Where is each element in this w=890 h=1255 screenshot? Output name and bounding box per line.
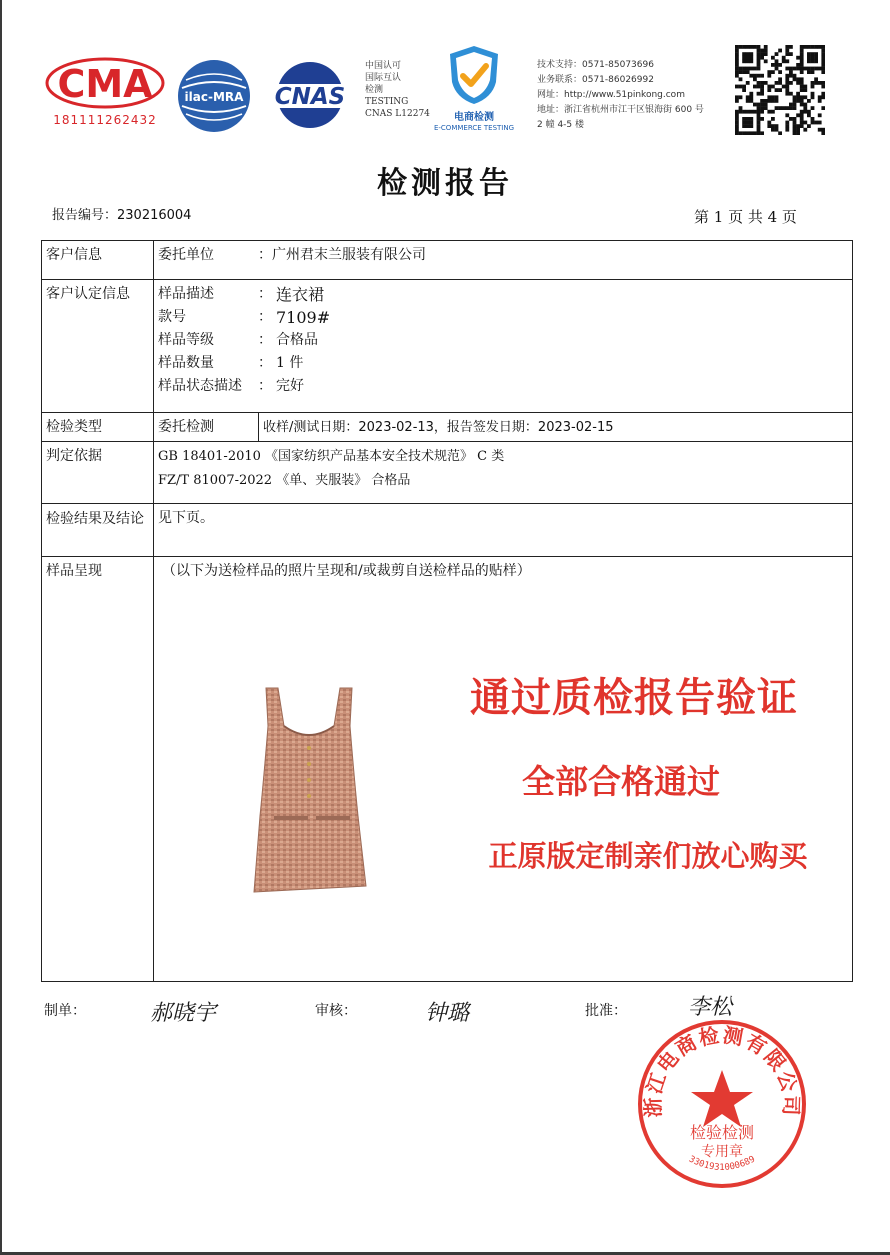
sample-field-key: 样品描述 [158, 286, 214, 302]
contact-line: 网址：http://www.51pinkong.com [537, 90, 685, 100]
accreditation-line: CNAS L12274 [365, 109, 430, 119]
ecommerce-cn-label: 电商检测 [454, 112, 494, 123]
client-key: 委托单位 [158, 247, 214, 263]
maker-signature: 郝晓宇 [150, 1001, 217, 1026]
table-row [42, 413, 853, 442]
customer-info-label: 客户信息 [42, 241, 154, 280]
qr-code [735, 45, 825, 135]
customer-confirm-label: 客户认定信息 [42, 280, 154, 413]
promo-headline: 通过质检报告验证 [470, 675, 798, 721]
table-row [42, 241, 853, 280]
sample-field-value: 1 件 [276, 355, 304, 371]
cma-logo-text: CMA [57, 62, 153, 106]
contact-line: 地址：浙江省杭州市江干区银海街 600 号 [537, 105, 704, 115]
stamp-inner-line2: 专用章 [701, 1144, 743, 1160]
page-info: 第 1 页 共 4 页 [694, 208, 797, 226]
dress-photo [244, 686, 374, 896]
sample-field-key: 样品等级 [158, 332, 214, 348]
approve-label: 批准： [585, 1003, 627, 1019]
sample-field-colon: ： [258, 286, 272, 302]
contact-line: 技术支持：0571-85073696 [537, 60, 654, 70]
sample-field-key: 样品数量 [158, 355, 214, 371]
ecommerce-en-label: E-COMMERCE TESTING [433, 124, 515, 132]
test-dates: 收样/测试日期：2023-02-13，报告签发日期：2023-02-15 [259, 413, 853, 442]
table-row [42, 442, 853, 504]
basis-standard: FZ/T 81007-2022 《单、夹服装》 合格品 [158, 473, 411, 488]
accreditation-text [365, 60, 435, 120]
sample-field-colon: ： [258, 355, 272, 371]
stamp-number: 3301931000689 [687, 1154, 757, 1173]
promo-tagline: 正原版定制亲们放心购买 [488, 839, 808, 873]
sample-field-value: 连衣裙 [276, 285, 325, 304]
sample-field-colon: ： [258, 378, 272, 394]
contact-line: 业务联系：0571-86026992 [537, 75, 654, 85]
sample-field-colon: ： [258, 332, 272, 348]
judgment-basis-value [154, 442, 853, 504]
client-value: ：广州君末兰服装有限公司 [258, 247, 426, 263]
ilac-logo-text: ilac-MRA [184, 90, 244, 104]
sample-fields [154, 280, 853, 413]
sample-field-value: 合格品 [276, 332, 318, 348]
cnas-logo-text: CNAS [274, 84, 346, 110]
inspection-type-label: 检验类型 [42, 413, 154, 442]
accreditation-line: 国际互认 [365, 73, 402, 83]
result-value: 见下页。 [154, 504, 853, 557]
stamp-ring-text: 浙江电商检测有限公司 [640, 1022, 804, 1118]
cma-number: 181111262432 [53, 113, 157, 127]
sample-field-value: 完好 [276, 378, 304, 394]
stamp-inner-line1: 检验检测 [689, 1123, 755, 1142]
contact-info [537, 58, 727, 133]
basis-standard: GB 18401-2010 《国家纺织产品基本安全技术规范》 C 类 [158, 449, 505, 464]
cnas-logo [262, 60, 358, 130]
ilac-mra-logo [176, 58, 252, 134]
accreditation-line: 中国认可 [365, 61, 402, 71]
result-label: 检验结果及结论 [42, 504, 154, 557]
sample-field-key: 款号 [158, 309, 186, 325]
sample-field-row [158, 283, 848, 306]
review-signature: 钟璐 [425, 1001, 470, 1026]
ecommerce-testing-logo [428, 42, 520, 130]
sample-field-value: 7109# [276, 308, 331, 327]
maker-label: 制单： [44, 1003, 86, 1019]
sample-field-row [158, 375, 848, 398]
sample-field-row [158, 306, 848, 329]
client-cell [154, 241, 853, 280]
sample-presentation-label: 样品呈现 [42, 557, 154, 982]
company-stamp [636, 1018, 808, 1190]
sample-field-row [158, 329, 848, 352]
accreditation-line: TESTING [365, 97, 409, 107]
contact-line: 2 幢 4-5 楼 [537, 120, 585, 130]
accreditation-line: 检测 [365, 85, 384, 95]
approve-signature: 李松 [688, 995, 733, 1020]
promo-subline: 全部合格通过 [522, 762, 720, 801]
sample-field-colon: ： [258, 309, 272, 325]
sample-field-key: 样品状态描述 [158, 378, 242, 394]
inspection-type-value: 委托检测 [154, 413, 259, 442]
sample-presentation-note: （以下为送检样品的照片呈现和/或裁剪自送检样品的贴样） [154, 557, 853, 982]
sample-field-row [158, 352, 848, 375]
review-label: 审核： [315, 1003, 357, 1019]
judgment-basis-label: 判定依据 [42, 442, 154, 504]
cma-logo [44, 56, 166, 128]
table-row [42, 280, 853, 413]
report-title: 检测报告 [377, 166, 513, 201]
report-number: 报告编号：230216004 [52, 208, 192, 223]
table-row [42, 504, 853, 557]
